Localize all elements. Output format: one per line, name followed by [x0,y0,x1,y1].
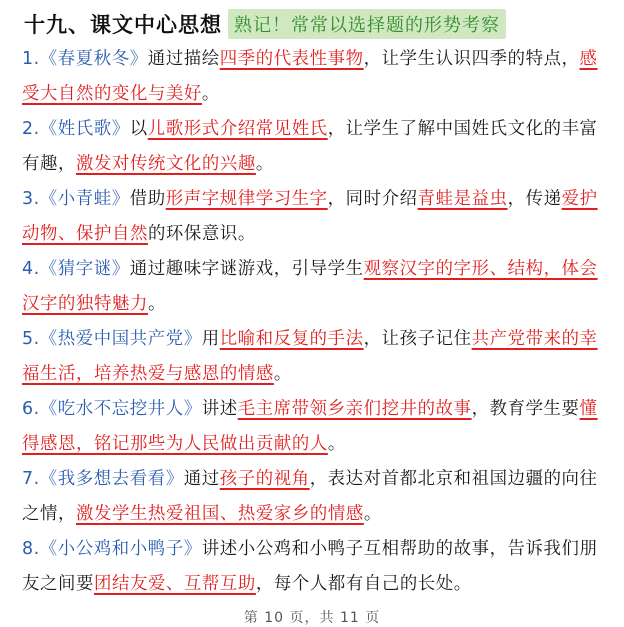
lesson-title: 《小青蛙》 [39,189,130,209]
item-text: 。 [273,364,292,384]
lesson-title: 《小公鸡和小鸭子》 [39,539,202,559]
item-text: ，让学生了解中国姓氏文化的丰富有趣， [22,119,598,174]
list-item [22,252,612,322]
key-phrase: 激发对传统文化的兴趣 [75,154,256,174]
lesson-title: 《吃水不忘挖井人》 [39,399,202,419]
item-text: 。 [147,294,166,314]
key-phrase: 懂得感恩，铭记那些为人民做出贡献的人 [22,399,598,454]
key-phrase: 青蛙是益虫 [417,189,508,209]
item-text: ，教育学生要 [471,399,580,419]
key-phrase: 共产党带来的幸福生活，培养热爱与感恩的情感 [22,329,598,384]
item-text: ，让学生认识四季的特点， [363,49,580,69]
item-number: 5. [22,329,40,349]
key-phrase: 四季的代表性事物 [219,49,364,69]
item-text: 。 [327,434,346,454]
key-phrase: 比喻和反复的手法 [219,329,364,349]
key-phrase: 观察汉字的字形、结构，体会汉字的独特魅力 [22,259,598,314]
item-list [22,42,612,602]
lesson-title: 《热爱中国共产党》 [39,329,202,349]
item-text: 通过 [183,469,220,489]
list-item [22,322,612,392]
lesson-title: 《我多想去看看》 [39,469,184,489]
key-phrase: 形声字规律学习生字 [165,189,328,209]
key-phrase: 团结友爱、互帮互助 [93,574,256,594]
lesson-title: 《春夏秋冬》 [39,49,148,69]
item-text: ，每个人都有自己的长处。 [255,574,472,594]
item-text: 通过描绘 [147,49,220,69]
item-text: ，让孩子记住 [363,329,472,349]
list-item [22,112,612,182]
item-number: 8. [22,539,40,559]
item-number: 3. [22,189,40,209]
key-phrase: 感受大自然的变化与美好 [22,49,598,104]
page-number: 第 10 页，共 11 页 [243,610,381,626]
item-text: 以 [129,119,148,139]
section-header [24,8,506,40]
item-text: 讲述 [201,399,238,419]
item-number: 1. [22,49,40,69]
lesson-title: 《猜字谜》 [39,259,130,279]
highlight-note: 熟记！常常以选择题的形势考察 [228,9,506,39]
list-item [22,182,612,252]
key-phrase: 毛主席带领乡亲们挖井的故事 [237,399,472,419]
item-text: 讲述小公鸡和小鸭子互相帮助的故事，告诉我们朋友之间要 [22,539,598,594]
item-text: 用 [201,329,220,349]
item-text: ，同时介绍 [327,189,418,209]
item-text: 。 [363,504,382,524]
key-phrase: 孩子的视角 [219,469,310,489]
item-text: 借助 [129,189,166,209]
item-text: 。 [201,84,220,104]
item-number: 7. [22,469,40,489]
key-phrase: 激发学生热爱祖国、热爱家乡的情感 [75,504,364,524]
item-text: 通过趣味字谜游戏，引导学生 [129,259,364,279]
list-item [22,532,612,602]
key-phrase: 儿歌形式介绍常见姓氏 [147,119,328,139]
section-title: 十九、课文中心思想 [24,13,222,37]
item-text: ，表达对首都北京和祖国边疆的向往之情， [22,469,598,524]
item-text: 。 [255,154,274,174]
list-item [22,42,612,112]
item-number: 4. [22,259,40,279]
lesson-title: 《姓氏歌》 [39,119,130,139]
list-item [22,462,612,532]
item-number: 2. [22,119,40,139]
list-item [22,392,612,462]
key-phrase: 爱护动物、保护自然 [22,189,598,244]
item-number: 6. [22,399,40,419]
item-text: 的环保意识。 [147,224,256,244]
item-text: ，传递 [507,189,562,209]
